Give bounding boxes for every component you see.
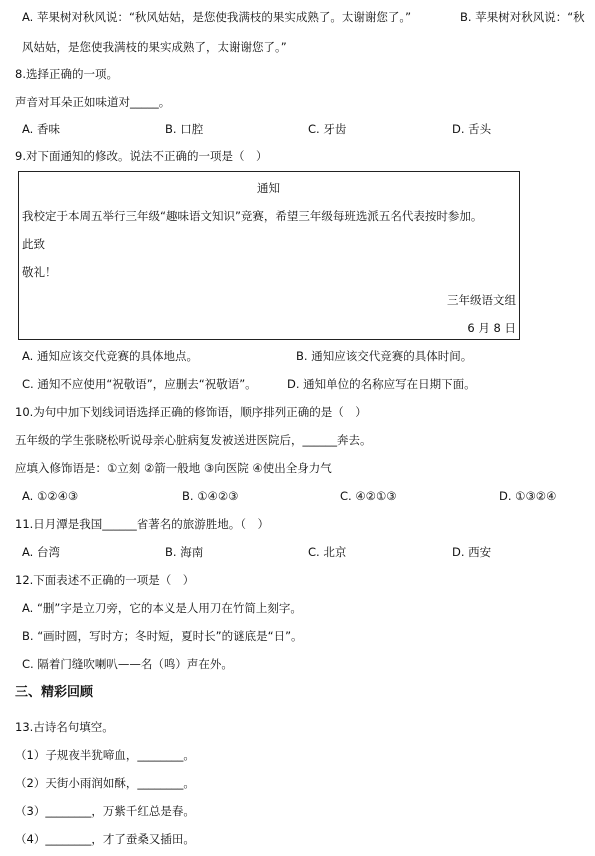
question-10-stem: 五年级的学生张晓松听说母亲心脏病复发被送进医院后，______奔去。 [15,433,372,447]
q7-option-a: A. 苹果树对秋风说：“秋风姑姑，是您使我满枝的果实成熟了。太谢谢您了。” [22,10,412,24]
q13-item-2: （2）天街小雨润如酥，________。 [15,776,195,790]
question-10-title: 10.为句中加下划线词语选择正确的修饰语，顺序排列正确的是（ ） [15,405,367,419]
question-13-title: 13.古诗名句填空。 [15,720,114,734]
section-3-heading: 三、精彩回顾 [15,685,94,700]
q12-option-b: B. “画时圆，写时方；冬时短，夏时长”的谜底是“日”。 [22,629,303,643]
q8-option-b: B. 口腔 [165,122,204,136]
q9-option-b: B. 通知应该交代竞赛的具体时间。 [296,349,473,363]
q12-option-a: A. “删”字是立刀旁，它的本义是人用刀在竹简上刻字。 [22,601,302,615]
q7-option-b: B. 苹果树对秋风说：“秋 [460,10,585,24]
q11-option-a: A. 台湾 [22,545,60,559]
question-8-stem: 声音对耳朵正如味道对_____。 [15,95,171,109]
q7-option-b-continued: 风姑姑，是您使我满枝的果实成熟了，太谢谢您了。” [22,40,287,54]
q11-option-b: B. 海南 [165,545,204,559]
q12-option-c: C. 隔着门缝吹喇叭——名（鸣）声在外。 [22,657,233,671]
notice-signature: 三年级语文组 [447,293,516,307]
q11-option-d: D. 西安 [452,545,492,559]
notice-greeting-1: 此致 [22,237,45,251]
q13-item-3: （3）________，万紫千红总是春。 [15,804,195,818]
q10-option-a: A. ①②④③ [22,489,79,503]
question-10-choices: 应填入修饰语是：①立刻 ②箭一般地 ③向医院 ④使出全身力气 [15,461,332,475]
q9-option-d: D. 通知单位的名称应写在日期下面。 [287,377,476,391]
q9-option-c: C. 通知不应使用“祝敬语”，应删去“祝敬语”。 [22,377,257,391]
q8-option-a: A. 香味 [22,122,60,136]
q11-option-c: C. 北京 [308,545,347,559]
question-11-title: 11.日月潭是我国______省著名的旅游胜地。（ ） [15,517,270,531]
q8-option-d: D. 舌头 [452,122,492,136]
q13-item-1: （1）子规夜半犹啼血，________。 [15,748,195,762]
q10-option-c: C. ④②①③ [340,489,397,503]
question-12-title: 12.下面表述不正确的一项是（ ） [15,573,195,587]
q9-option-a: A. 通知应该交代竞赛的具体地点。 [22,349,198,363]
q10-option-d: D. ①③②④ [499,489,557,503]
notice-heading: 通知 [257,181,280,195]
q13-item-4: （4）________，才了蚕桑又插田。 [15,832,195,846]
notice-greeting-2: 敬礼！ [22,265,57,279]
notice-date: 6 月 8 日 [467,321,516,335]
q10-option-b: B. ①④②③ [182,489,239,503]
notice-box [18,171,520,340]
question-8-title: 8.选择正确的一项。 [15,67,118,81]
q8-option-c: C. 牙齿 [308,122,347,136]
notice-body: 我校定于本周五举行三年级“趣味语文知识”竞赛，希望三年级每班选派五名代表按时参加。 [22,209,483,223]
question-9-title: 9.对下面通知的修改。说法不正确的一项是（ ） [15,149,268,163]
